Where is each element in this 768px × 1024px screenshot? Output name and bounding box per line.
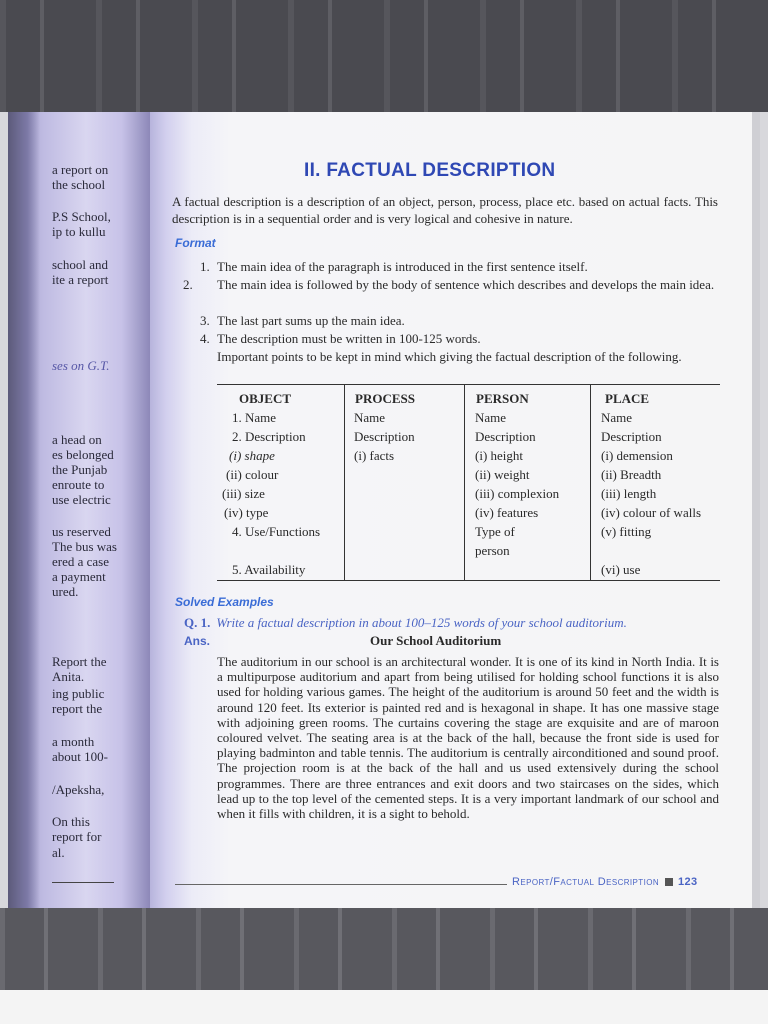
- table-cell-person: Type of: [475, 524, 515, 539]
- table-cell-object: 2. Description: [232, 429, 306, 444]
- table-cell-person: (i) height: [475, 448, 524, 463]
- left-page-line: P.S School,: [52, 209, 111, 224]
- left-page-line: us reserved: [52, 524, 111, 539]
- left-page-line: a report on: [52, 162, 109, 177]
- table-cell-object: (i) shape: [229, 448, 275, 463]
- table-cell-person: Description: [475, 429, 536, 444]
- format-item-number: 4.: [200, 331, 210, 346]
- table-cell-place: (vi) use: [601, 562, 641, 577]
- table-cell-process: Description: [354, 429, 415, 444]
- table-cell-object: (iv) type: [224, 505, 269, 520]
- table-column-divider: [590, 384, 591, 580]
- table-cell-person: (iv) features: [475, 505, 539, 520]
- left-page-line: a head on: [52, 432, 102, 447]
- answer-title: Our School Auditorium: [370, 633, 502, 648]
- left-page-footer-rule: [52, 882, 114, 883]
- running-footer: [512, 876, 698, 888]
- footer-square-icon: [665, 878, 673, 886]
- table-cell-place: Name: [601, 410, 633, 425]
- left-page-spine-shadow: [8, 112, 40, 908]
- left-page-line: ured.: [52, 584, 79, 599]
- table-cell-place: (v) fitting: [601, 524, 652, 539]
- table-cell-person: Name: [475, 410, 507, 425]
- table-cell-object: (iii) size: [222, 486, 265, 501]
- question: [184, 615, 627, 631]
- left-page-line: the Punjab: [52, 462, 108, 477]
- question-text: Write a factual description in about 100–125 words of your school auditorium.: [216, 615, 627, 630]
- table-cell-object: 4. Use/Functions: [232, 524, 321, 539]
- left-page-line: ing public: [52, 686, 105, 701]
- left-page-line: ered a case: [52, 554, 110, 569]
- left-page-line: On this: [52, 814, 90, 829]
- table-cell-place: Description: [601, 429, 662, 444]
- left-page-line: Anita.: [52, 669, 85, 684]
- page-right-edge: [752, 112, 760, 908]
- left-page-line: The bus was: [52, 539, 117, 554]
- scan-bottom-edge: [0, 990, 768, 1024]
- format-note: Important points to be kept in mind which giving the factual description of the following.: [217, 349, 682, 364]
- left-page-line: ses on G.T.: [52, 358, 110, 373]
- table-cell-object: (ii) colour: [226, 467, 279, 482]
- format-item: [200, 312, 720, 329]
- format-item: [200, 258, 720, 275]
- left-page-line: es belonged: [52, 447, 114, 462]
- solved-examples-label: Solved Examples: [175, 595, 274, 609]
- table-header-place: PLACE: [605, 391, 650, 406]
- table-cell-person: (ii) weight: [475, 467, 530, 482]
- left-page-line: a payment: [52, 569, 106, 584]
- table-cell-object: 1. Name: [232, 410, 277, 425]
- running-head: Report/Factual Description: [512, 876, 659, 888]
- table-column-divider: [344, 384, 345, 580]
- left-page-line: report for: [52, 829, 102, 844]
- table-cell-person: (iii) complexion: [475, 486, 560, 501]
- table-cell-object: 5. Availability: [232, 562, 306, 577]
- table-header-process: PROCESS: [355, 391, 415, 406]
- table-cell-process: Name: [354, 410, 386, 425]
- format-item-text: The main idea is followed by the body of sentence which describes and develops the main idea.: [217, 277, 715, 292]
- table-bottom-rule: [217, 580, 720, 581]
- format-item: [200, 330, 720, 347]
- format-item-number: 2.: [183, 277, 193, 292]
- table-cell-place: (iii) length: [601, 486, 657, 501]
- answer-body: The auditorium in our school is an architectural wonder. It is one of its kind in North India. It is a multipurpose auditorium and apart from being utilised for holding school functions it is also used for holding various games. The height of the auditorium is around 50 feet and the width is around 120 feet. Its exterior is painted red and is hexagonal in shape. It has one massive stage with adjoining green rooms. The curtains covering the stage are exquisite and are of maroon coloured velvet. The seating area is at the back of the hall, because the front side is used for playing badminton and table tennis. The auditorium is centrally airconditioned and sound proof. The projection room is at the back of the hall and us used extensively during the school programmes. There are three entrances and exit doors and two staircases on the sides, which lead up to the top level of the cemented steps. It is a very important landmark of our school and when it fills with children, it is a sight to behold.: [217, 654, 719, 822]
- left-page-line: the school: [52, 177, 106, 192]
- intro-paragraph: A factual description is a description of an object, person, process, place etc. based on actual facts. This description is in a sequential order and is very logical and cohesive in nature.: [172, 194, 718, 226]
- format-item: [183, 276, 720, 293]
- table-column-divider: [464, 384, 465, 580]
- scan-background-top: [0, 0, 768, 112]
- page-number: 123: [678, 876, 698, 888]
- table-top-rule: [217, 384, 720, 385]
- left-page-line: Report the: [52, 654, 107, 669]
- left-page-line: report the: [52, 701, 103, 716]
- format-item-number: 3.: [200, 313, 210, 328]
- left-page-line: enroute to: [52, 477, 105, 492]
- answer-label: Ans.: [184, 634, 211, 648]
- table-cell-process: (i) facts: [354, 448, 395, 463]
- page-title: II. FACTUAL DESCRIPTION: [304, 160, 556, 181]
- table-header-person: PERSON: [476, 391, 529, 406]
- left-page-line: /Apeksha,: [52, 782, 105, 797]
- question-number: Q. 1.: [184, 615, 211, 630]
- table-header-object: OBJECT: [239, 391, 292, 406]
- footer-rule: [175, 884, 507, 885]
- left-page-line: ite a report: [52, 272, 109, 287]
- format-item-text: The description must be written in 100-125 words.: [217, 331, 481, 346]
- table-cell-place: (i) demension: [601, 448, 673, 463]
- table-cell-person: person: [475, 543, 510, 558]
- left-page-line: a month: [52, 734, 95, 749]
- left-page-line: al.: [52, 845, 65, 860]
- format-item-text: The main idea of the paragraph is introduced in the first sentence itself.: [217, 259, 588, 274]
- left-page-line: ip to kullu: [52, 224, 106, 239]
- table-cell-place: (iv) colour of walls: [601, 505, 702, 520]
- format-item-text: The last part sums up the main idea.: [217, 313, 405, 328]
- format-item-number: 1.: [200, 259, 210, 274]
- left-page-line: use electric: [52, 492, 111, 507]
- format-label: Format: [175, 236, 216, 250]
- table-cell-place: (ii) Breadth: [601, 467, 662, 482]
- left-page-line: school and: [52, 257, 108, 272]
- left-page-line: about 100-: [52, 749, 108, 764]
